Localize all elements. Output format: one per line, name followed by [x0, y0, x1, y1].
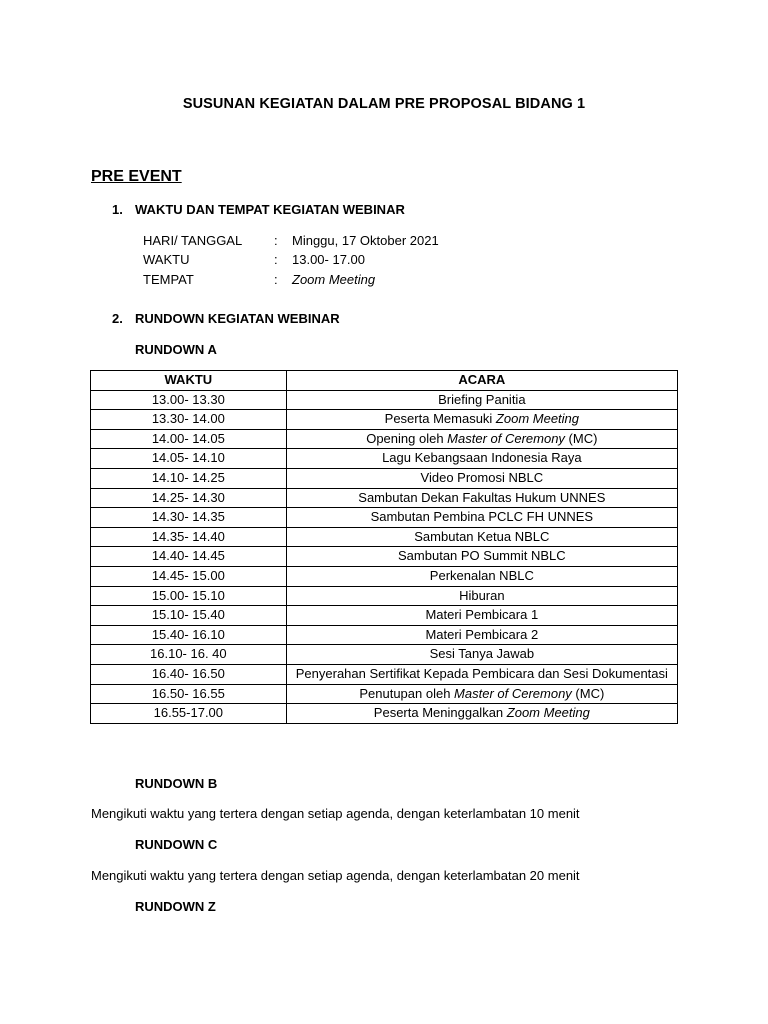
table-body: [91, 390, 678, 723]
acara-text: Penyerahan Sertifikat Kepada Pembicara dan Sesi Dokumentasi: [295, 665, 668, 681]
table-row: [91, 625, 678, 645]
cell-acara: [286, 429, 677, 449]
acara-suffix-text: (MC): [571, 685, 605, 701]
cell-waktu: 16.55-17.00: [91, 704, 287, 724]
cell-acara: [286, 625, 677, 645]
cell-waktu: 16.10- 16. 40: [91, 645, 287, 665]
cell-waktu: 14.00- 14.05: [91, 429, 287, 449]
acara-italic-text: Master of Ceremony: [447, 430, 565, 446]
acara-text: Sambutan Ketua NBLC: [414, 528, 550, 544]
cell-acara: [286, 606, 677, 626]
rundown-c-text: Mengikuti waktu yang tertera dengan setiap agenda, dengan keterlambatan 20 menit: [91, 868, 580, 883]
info-colon: :: [274, 272, 278, 287]
acara-text: Perkenalan NBLC: [429, 567, 534, 583]
cell-waktu: 14.25- 14.30: [91, 488, 287, 508]
acara-text: Opening oleh: [366, 430, 448, 446]
table-row: [91, 547, 678, 567]
acara-italic-text: Zoom Meeting: [495, 411, 580, 427]
acara-text: Video Promosi NBLC: [420, 469, 544, 485]
table-row: [91, 410, 678, 430]
table-header-row: [91, 371, 678, 391]
table-row: [91, 508, 678, 528]
cell-waktu: 15.40- 16.10: [91, 625, 287, 645]
column-header-waktu: WAKTU: [91, 371, 287, 391]
cell-acara: [286, 547, 677, 567]
cell-acara: [286, 508, 677, 528]
cell-waktu: 14.30- 14.35: [91, 508, 287, 528]
cell-waktu: 14.05- 14.10: [91, 449, 287, 469]
acara-italic-text: Master of Ceremony: [454, 685, 572, 701]
table-row: [91, 449, 678, 469]
table-row: [91, 527, 678, 547]
rundown-b-text: Mengikuti waktu yang tertera dengan setiap agenda, dengan keterlambatan 10 menit: [91, 806, 580, 821]
cell-acara: [286, 390, 677, 410]
acara-text: Sambutan Dekan Fakultas Hukum UNNES: [358, 489, 606, 505]
acara-text: Briefing Panitia: [438, 391, 526, 407]
rundown-z-heading: RUNDOWN Z: [135, 899, 216, 914]
cell-acara: [286, 645, 677, 665]
cell-waktu: 15.10- 15.40: [91, 606, 287, 626]
info-colon: :: [274, 252, 278, 267]
cell-waktu: 16.40- 16.50: [91, 664, 287, 684]
table-row: [91, 468, 678, 488]
table-row: [91, 429, 678, 449]
item1-heading-text: WAKTU DAN TEMPAT KEGIATAN WEBINAR: [135, 202, 405, 217]
cell-waktu: 14.45- 15.00: [91, 566, 287, 586]
item2-heading: [112, 311, 340, 326]
table-row: [91, 645, 678, 665]
cell-waktu: 14.35- 14.40: [91, 527, 287, 547]
table-row: [91, 586, 678, 606]
table-row: [91, 664, 678, 684]
cell-waktu: 13.30- 14.00: [91, 410, 287, 430]
cell-acara: [286, 527, 677, 547]
cell-acara: [286, 468, 677, 488]
section-heading-pre-event: PRE EVENT: [91, 168, 182, 185]
table-row: [91, 390, 678, 410]
cell-waktu: 14.10- 14.25: [91, 468, 287, 488]
column-header-acara: ACARA: [286, 371, 677, 391]
acara-italic-text: Zoom Meeting: [506, 705, 590, 721]
rundown-c-heading: RUNDOWN C: [135, 837, 218, 852]
acara-text: Sesi Tanya Jawab: [429, 646, 535, 662]
acara-text: Penutupan oleh: [359, 685, 455, 701]
info-label: HARI/ TANGGAL: [143, 233, 243, 248]
cell-acara: [286, 664, 677, 684]
cell-acara: [286, 488, 677, 508]
table-row: [91, 684, 678, 704]
table-row: [91, 566, 678, 586]
cell-acara: [286, 449, 677, 469]
info-value: Minggu, 17 Oktober 2021: [292, 233, 439, 248]
acara-text: Peserta Memasuki: [384, 411, 496, 427]
rundown-table: [90, 370, 678, 724]
cell-acara: [286, 410, 677, 430]
info-value: Zoom Meeting: [292, 272, 376, 287]
table-row: [91, 488, 678, 508]
cell-acara: [286, 704, 677, 724]
info-label: TEMPAT: [143, 272, 194, 287]
acara-text: Lagu Kebangsaan Indonesia Raya: [382, 450, 582, 466]
cell-waktu: 16.50- 16.55: [91, 684, 287, 704]
table-row: [91, 606, 678, 626]
document-title: SUSUNAN KEGIATAN DALAM PRE PROPOSAL BIDANG 1: [182, 96, 586, 112]
cell-acara: [286, 566, 677, 586]
rundown-a-heading: RUNDOWN A: [135, 342, 217, 357]
info-label: WAKTU: [143, 252, 190, 267]
cell-acara: [286, 586, 677, 606]
acara-text: Hiburan: [459, 587, 505, 603]
rundown-b-heading: RUNDOWN B: [135, 776, 218, 791]
item1-number: 1.: [112, 202, 123, 217]
cell-waktu: 13.00- 13.30: [91, 390, 287, 410]
info-colon: :: [274, 233, 278, 248]
acara-text: Sambutan Pembina PCLC FH UNNES: [370, 509, 594, 525]
item2-number: 2.: [112, 311, 123, 326]
acara-text: Materi Pembicara 2: [425, 626, 539, 642]
cell-acara: [286, 684, 677, 704]
cell-waktu: 15.00- 15.10: [91, 586, 287, 606]
table-row: [91, 704, 678, 724]
acara-suffix-text: (MC): [564, 430, 598, 446]
item2-heading-text: RUNDOWN KEGIATAN WEBINAR: [135, 311, 340, 326]
info-value: 13.00- 17.00: [292, 252, 366, 267]
cell-waktu: 14.40- 14.45: [91, 547, 287, 567]
acara-text: Peserta Meninggalkan: [373, 705, 507, 721]
acara-text: Sambutan PO Summit NBLC: [398, 548, 566, 564]
acara-text: Materi Pembicara 1: [425, 607, 539, 623]
item1-heading: [112, 202, 405, 217]
